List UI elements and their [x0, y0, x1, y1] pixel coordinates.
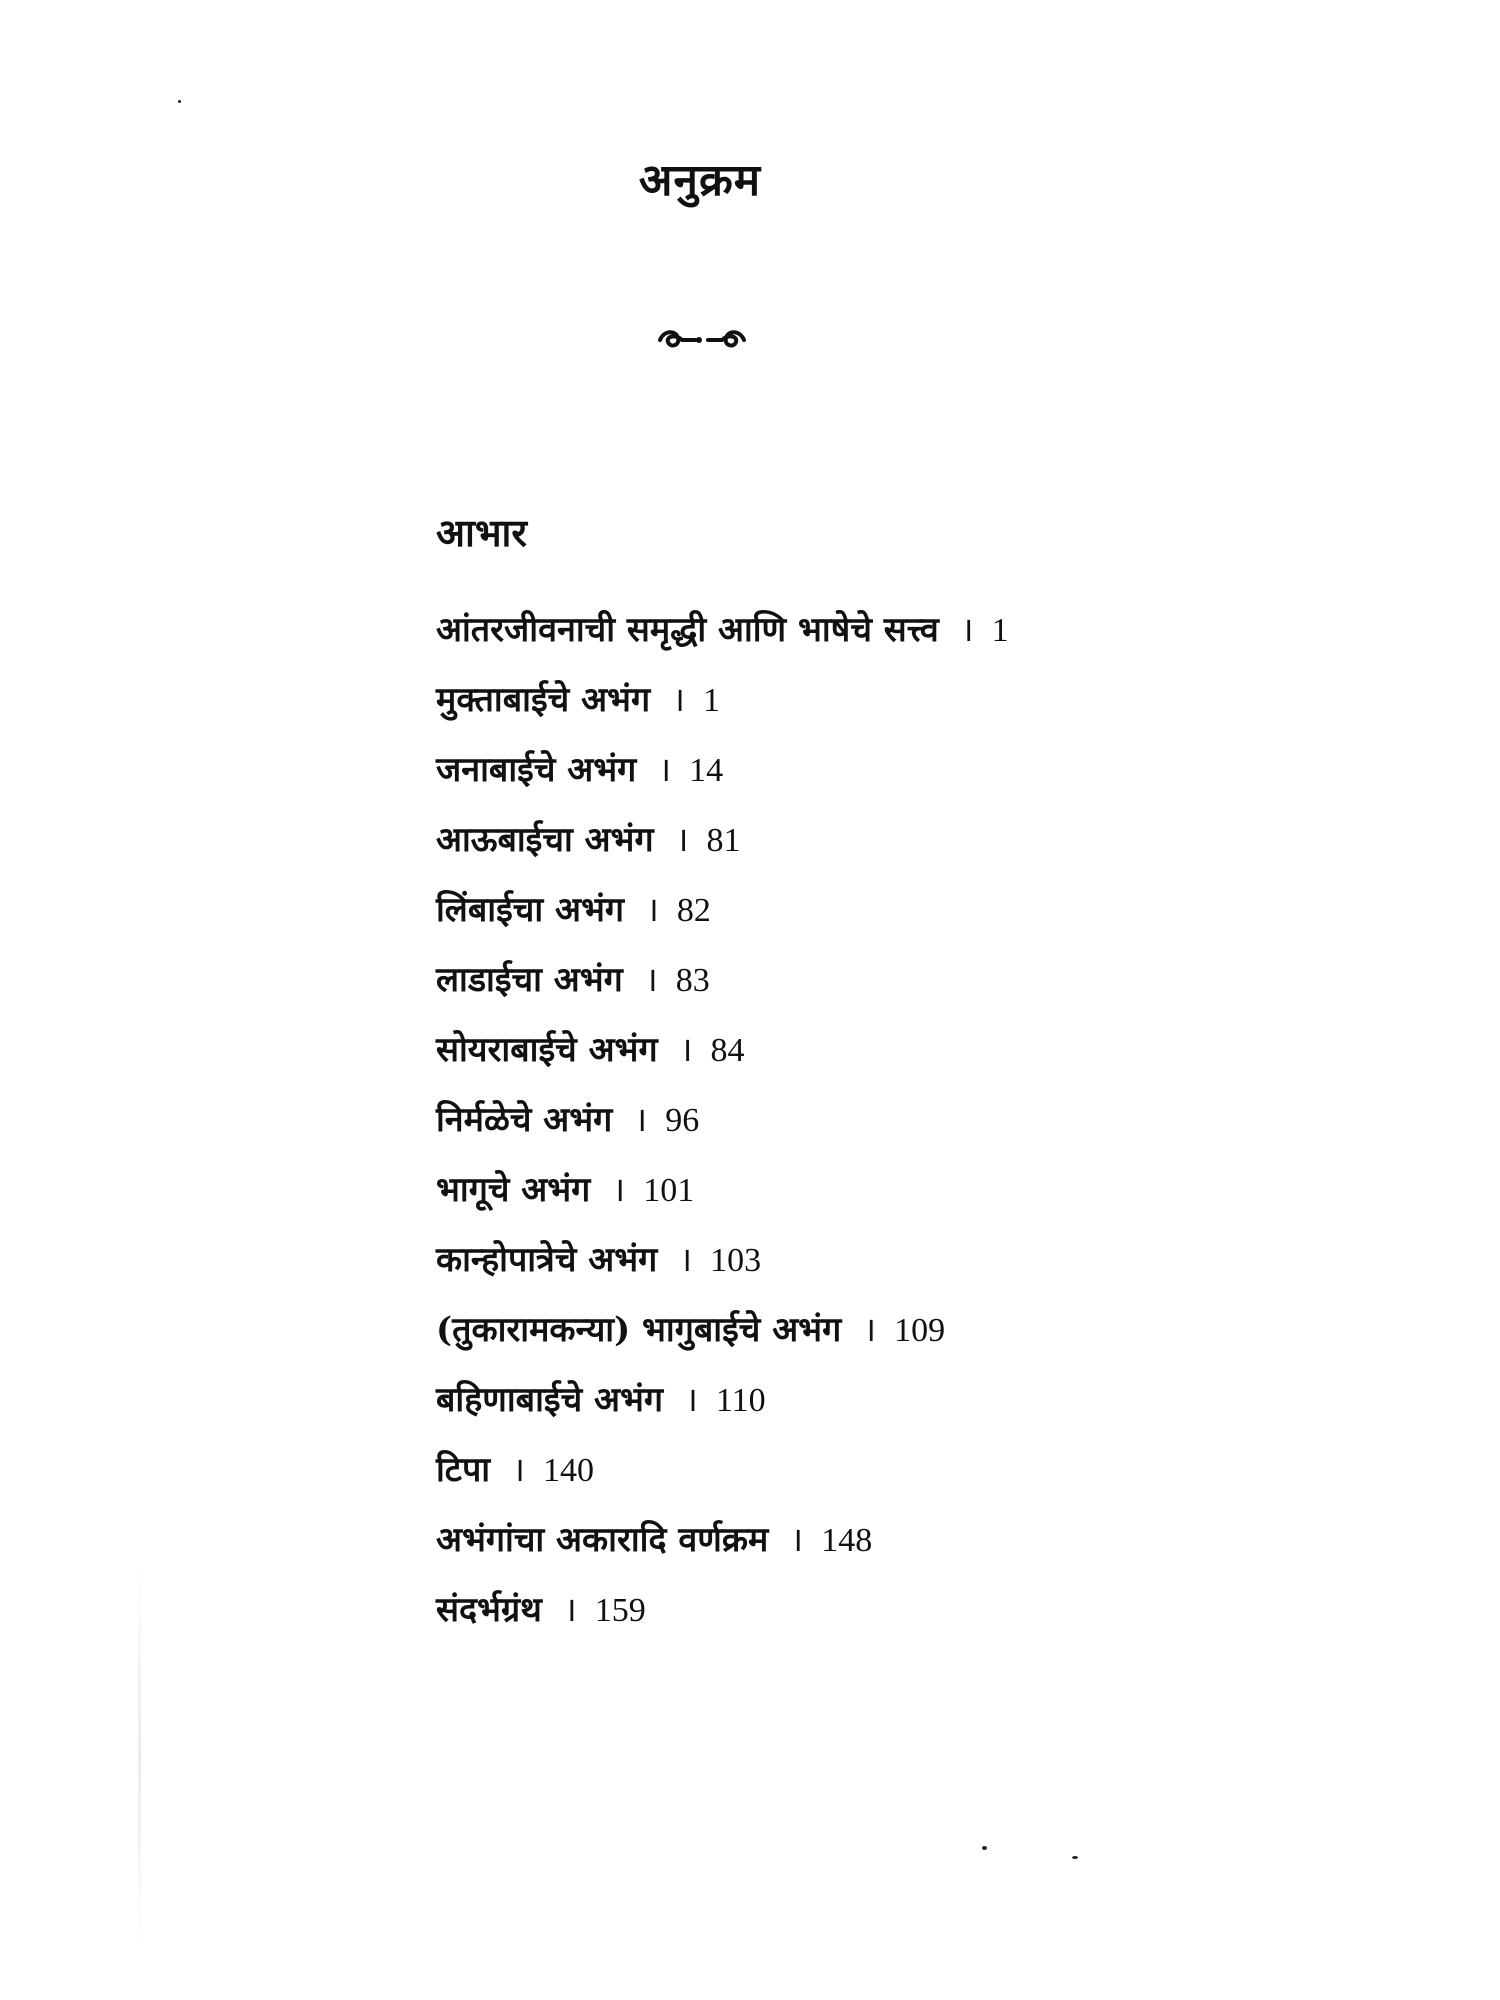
toc-entry-title: आऊबाईचा अभंग: [436, 820, 654, 860]
toc-entry: [436, 1515, 1009, 1585]
toc-entry: [436, 1165, 1009, 1235]
toc-page-number: 159: [594, 1592, 646, 1629]
toc-page-number: 101: [643, 1172, 695, 1209]
table-of-contents: [436, 605, 1009, 1655]
toc-entry-title: आंतरजीवनाची समृद्धी आणि भाषेचे सत्त्व: [436, 610, 939, 650]
toc-page-number: 140: [542, 1452, 594, 1489]
toc-entry-title: अभंगांचा अकारादि वर्णक्रम: [436, 1520, 769, 1560]
toc-entry-title: निर्मळेचे अभंग: [436, 1100, 613, 1140]
toc-page-number: 83: [675, 962, 710, 999]
toc-page-number: 148: [821, 1522, 873, 1559]
toc-entry: [436, 1235, 1009, 1305]
floral-ornament-icon: [652, 322, 752, 352]
toc-entry-title: मुक्ताबाईचे अभंग: [436, 680, 651, 720]
toc-entry: [436, 745, 1009, 815]
toc-entry-title: संदर्भग्रंथ: [436, 1590, 542, 1630]
page-title: अनुक्रम: [638, 155, 762, 206]
toc-separator: ।: [685, 1380, 698, 1420]
toc-separator: ।: [644, 960, 658, 1000]
toc-page-number: 1: [991, 612, 1009, 649]
toc-entry: [436, 885, 1009, 955]
toc-entry: [436, 675, 1009, 745]
toc-separator: ।: [679, 1030, 693, 1070]
toc-page-number: 14: [689, 752, 724, 789]
toc-page-number: 96: [665, 1102, 700, 1139]
toc-page-number: 1: [703, 682, 720, 719]
scan-speck: [1072, 1856, 1078, 1859]
toc-separator: ।: [863, 1310, 877, 1350]
toc-separator: ।: [679, 1240, 693, 1280]
toc-entry-title: (तुकारामकन्या) भागुबाईचे अभंग: [436, 1310, 842, 1350]
toc-separator: ।: [675, 820, 689, 860]
toc-separator: ।: [790, 1520, 804, 1560]
toc-separator: ।: [512, 1450, 525, 1490]
toc-entry-title: कान्होपात्रेचे अभंग: [436, 1240, 658, 1280]
toc-entry: [436, 1095, 1009, 1165]
toc-entry: [436, 1305, 1009, 1375]
toc-separator: ।: [658, 750, 672, 790]
toc-page-number: 82: [676, 892, 711, 929]
toc-entry: [436, 1445, 1009, 1515]
toc-separator: ।: [960, 610, 974, 650]
toc-entry: [436, 815, 1009, 885]
toc-entry: [436, 1585, 1009, 1655]
toc-entry: [436, 1025, 1009, 1095]
toc-separator: ।: [612, 1170, 626, 1210]
toc-entry: [436, 1375, 1009, 1445]
scan-speck: [982, 1846, 987, 1850]
toc-entry-title: बहिणाबाईचे अभंग: [436, 1380, 664, 1420]
toc-page-number: 81: [706, 822, 741, 859]
toc-page-number: 110: [715, 1382, 766, 1419]
toc-separator: ।: [646, 890, 659, 930]
toc-separator: ।: [563, 1590, 577, 1630]
toc-page-number: 103: [710, 1242, 762, 1279]
scan-shadow: [138, 1560, 141, 1950]
toc-page-number: 84: [710, 1032, 745, 1069]
preface-heading: आभार: [436, 510, 527, 555]
toc-entry-title: भागूचे अभंग: [436, 1170, 591, 1210]
toc-entry-title: सोयराबाईचे अभंग: [436, 1030, 658, 1070]
toc-entry-title: लाडाईचा अभंग: [436, 960, 623, 1000]
toc-entry-title: लिंबाईचा अभंग: [436, 890, 625, 930]
toc-entry: [436, 605, 1009, 675]
toc-separator: ।: [672, 680, 685, 720]
toc-separator: ।: [634, 1100, 648, 1140]
scan-speck: [178, 100, 181, 103]
toc-entry: [436, 955, 1009, 1025]
toc-entry-title: टिपा: [436, 1450, 491, 1490]
toc-page-number: 109: [894, 1312, 946, 1349]
toc-entry-title: जनाबाईचे अभंग: [436, 750, 637, 790]
